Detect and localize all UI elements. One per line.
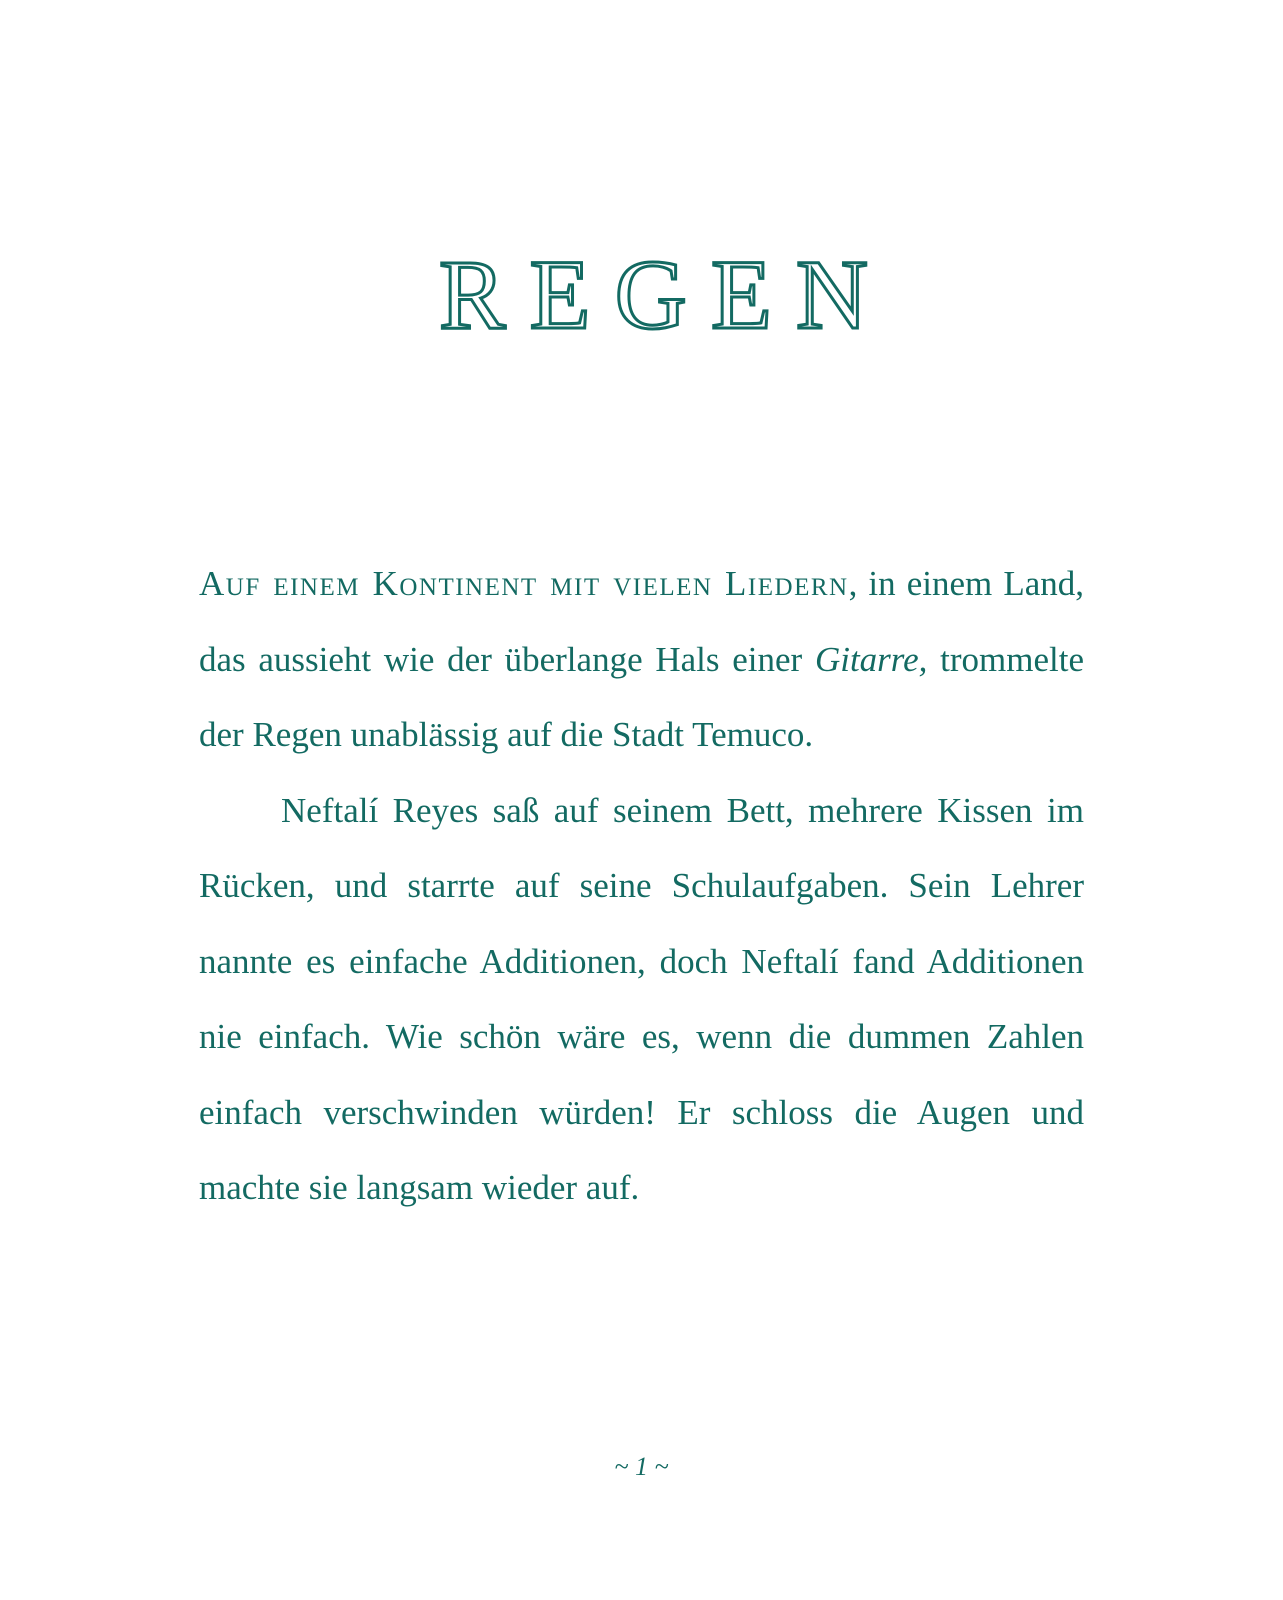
chapter-title: REGEN — [438, 239, 893, 350]
paragraph-1-text-a: , in einem Land, das aussieht wie der überlange Hals einer — [199, 564, 1085, 679]
paragraph-1 — [199, 546, 1084, 773]
paragraph-1-text-b: trommelte der Regen unablässig auf die Stadt Temuco. — [199, 639, 1084, 754]
paragraph-1-italic-word: Gitarre, — [814, 639, 928, 679]
body-text — [199, 546, 1084, 1226]
paragraph-1-smallcaps-opening: Auf einem Kontinent mit vielen Liedern — [199, 564, 849, 603]
paragraph-2: Neftalí Reyes saß auf seinem Bett, mehrere Kissen im Rücken, und starrte auf seine Schulaufgaben. Sein Lehrer nannte es einfache Additionen, doch Neftalí fand Additionen nie einfach. Wie schön wäre es, wenn die dummen Zahlen einfach verschwinden würden! Er schloss die Augen und machte sie langsam wieder auf. — [199, 790, 1084, 1207]
page-number: ~ 1 ~ — [614, 1452, 669, 1481]
